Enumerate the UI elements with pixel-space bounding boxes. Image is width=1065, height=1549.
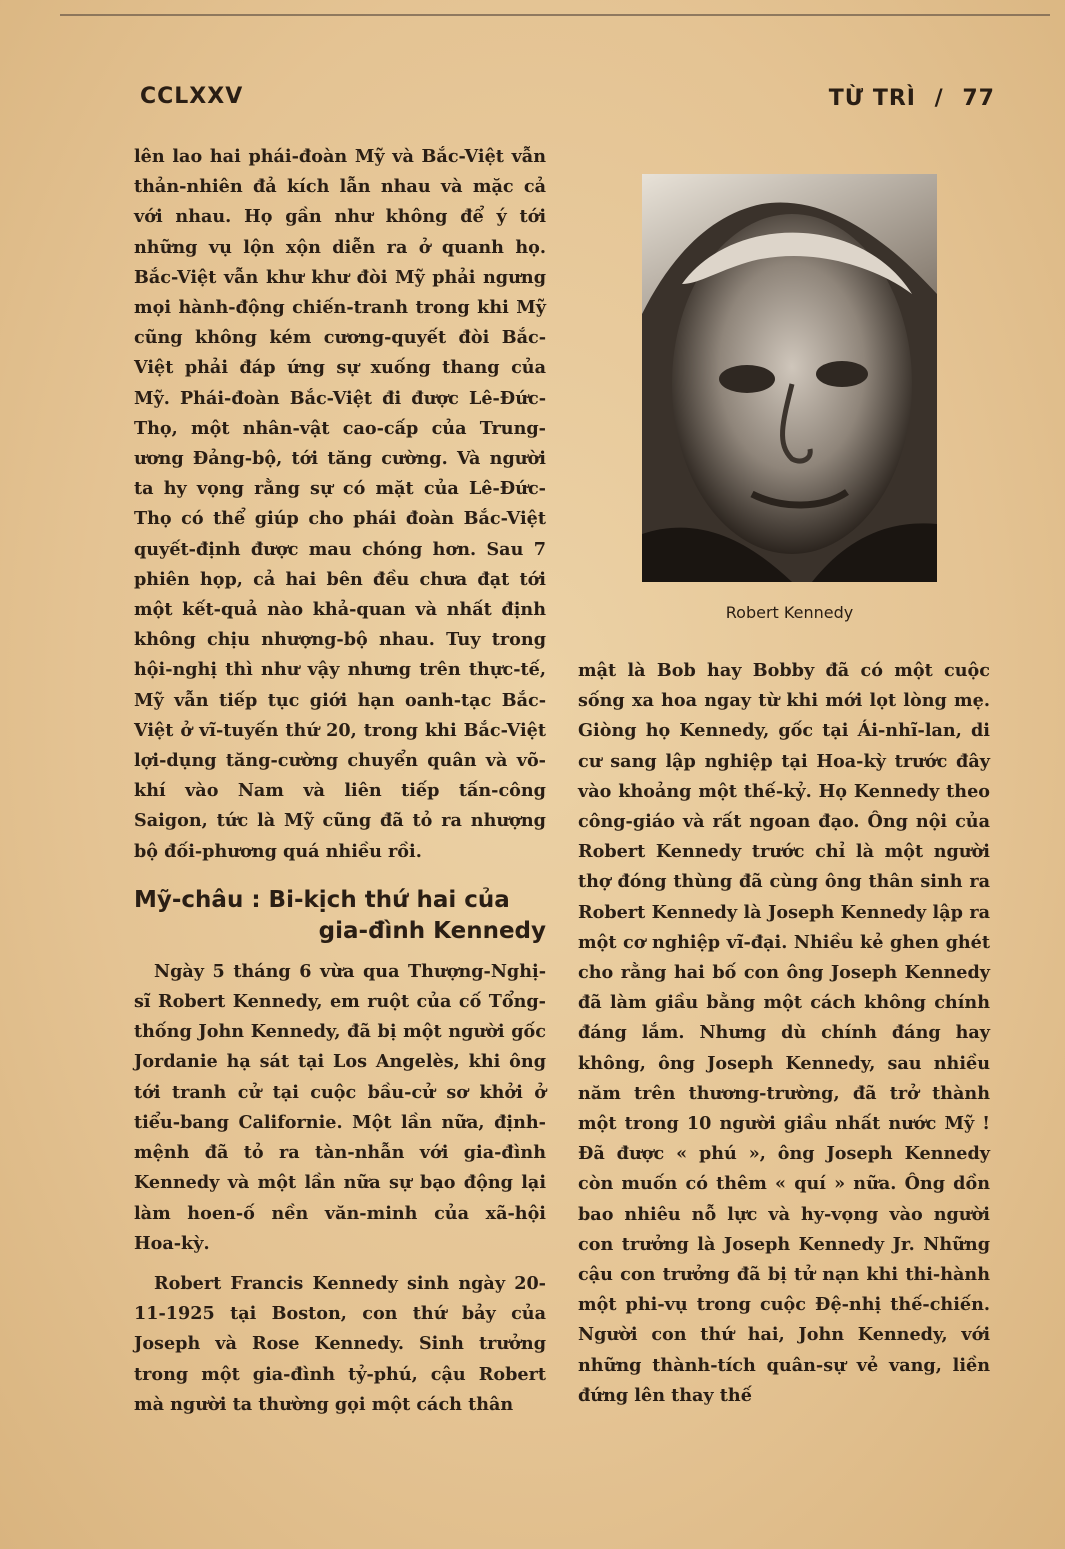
body-paragraph-2: Ngày 5 tháng 6 vừa qua Thượng-Nghị-sĩ Robert Kennedy, em ruột của cố Tổng-thống John Kennedy, đã bị một người gốc Jordanie hạ sát tại Los Angelès, khi ông tới tranh cử tại cuộc bầu-cử sơ khởi ở tiểu-bang Californie. Một lần nữa, định-mệnh đã tỏ ra tàn-nhẫn với gia-đình Kennedy và một lần nữa sự bạo động lại làm hoen-ố nền văn-minh của xã-hội Hoa-kỳ. [134,960,546,1254]
photo-caption: Robert Kennedy [725,603,854,622]
magazine-title: TỪ TRÌ [828,86,916,111]
header-separator: / [934,86,944,111]
right-column [578,656,990,1411]
page-number: 77 [962,86,995,111]
right-paragraph: mật là Bob hay Bobby đã có một cuộc sống xa hoa ngay từ khi mới lọt lòng mẹ. Giòng họ Kennedy, gốc tại Ái-nhĩ-lan, di cư sang lập nghiệp tại Hoa-kỳ trước đây vào khoảng một thế-kỷ. Họ Kennedy theo công-giáo và rất ngoan đạo. Ông nội của Robert Kennedy trước chỉ là một người thợ đóng thùng đã cùng ông thân sinh ra Robert Kennedy là Joseph Kennedy lập ra một cơ nghiệp vĩ-đại. Nhiều kẻ ghen ghét cho rằng hai bố con ông Joseph Kennedy đã làm giầu bằng một cách không chính đáng lắm. Nhưng dù chính đáng hay không, ông Joseph Kennedy, sau nhiều năm trên thương-trường, đã trở thành một trong 10 người giầu nhất nước Mỹ ! Đã được « phú », ông Joseph Kennedy còn muốn có thêm « quí » nữa. Ông dồn bao nhiêu nỗ lực và hy-vọng vào người con trưởng là Joseph Kennedy Jr. Những cậu con trưởng đã bị tử nạn khi thi-hành một phi-vụ trong cuộc Đệ-nhị thế-chiến. Người con thứ hai, John Kennedy, với những thành-tích quân-sự vẻ vang, liền đứng lên thay thế [578,660,990,1406]
page-roman-numeral: CCLXXV [140,84,244,109]
running-header [819,86,995,111]
portrait-image [642,174,937,582]
intro-paragraph: lên lao hai phái-đoàn Mỹ và Bắc-Việt vẫn thản-nhiên đả kích lẫn nhau và mặc cả với nhau. Họ gần như không để ý tới những vụ lộn xộn diễn ra ở quanh họ. Bắc-Việt vẫn khư khư đòi Mỹ phải ngưng mọi hành-động chiến-tranh trong khi Mỹ cũng không kém cương-quyết đòi Bắc-Việt phải đáp ứng sự xuống thang của Mỹ. Phái-đoàn Bắc-Việt đi được Lê-Đức-Thọ, một nhân-vật cao-cấp của Trung-ương Đảng-bộ, tới tăng cường. Và người ta hy vọng rằng sự có mặt của Lê-Đức-Thọ có thể giúp cho phái đoàn Bắc-Việt quyết-định được mau chóng hơn. Sau 7 phiên họp, cả hai bên đều chưa đạt tới một kết-quả nào khả-quan và nhất định không chịu nhượng-bộ nhau. Tuy trong hội-nghị thì như vậy nhưng trên thực-tế, Mỹ vẫn tiếp tục giới hạn oanh-tạc Bắc-Việt ở vĩ-tuyến thứ 20, trong khi Bắc-Việt lợi-dụng tăng-cường chuyển quân và võ-khí vào Nam và liên tiếp tấn-công Saigon, tức là Mỹ cũng đã tỏ ra nhượng bộ đối-phương quá nhiều rồi. [134,146,546,862]
section-heading-line1: Mỹ-châu : Bi-kịch thứ hai của [134,886,510,913]
top-rule [60,14,1050,16]
portrait-photo [642,174,937,582]
body-paragraph-3: Robert Francis Kennedy sinh ngày 20-11-1925 tại Boston, con thứ bảy của Joseph và Rose Kennedy. Sinh trưởng trong một gia-đình tỷ-phú, cậu Robert mà người ta thường gọi một cách thân [134,1272,546,1415]
section-heading-line2: gia-đình Kennedy [318,917,546,944]
section-heading [134,885,546,947]
left-column [134,142,546,1420]
